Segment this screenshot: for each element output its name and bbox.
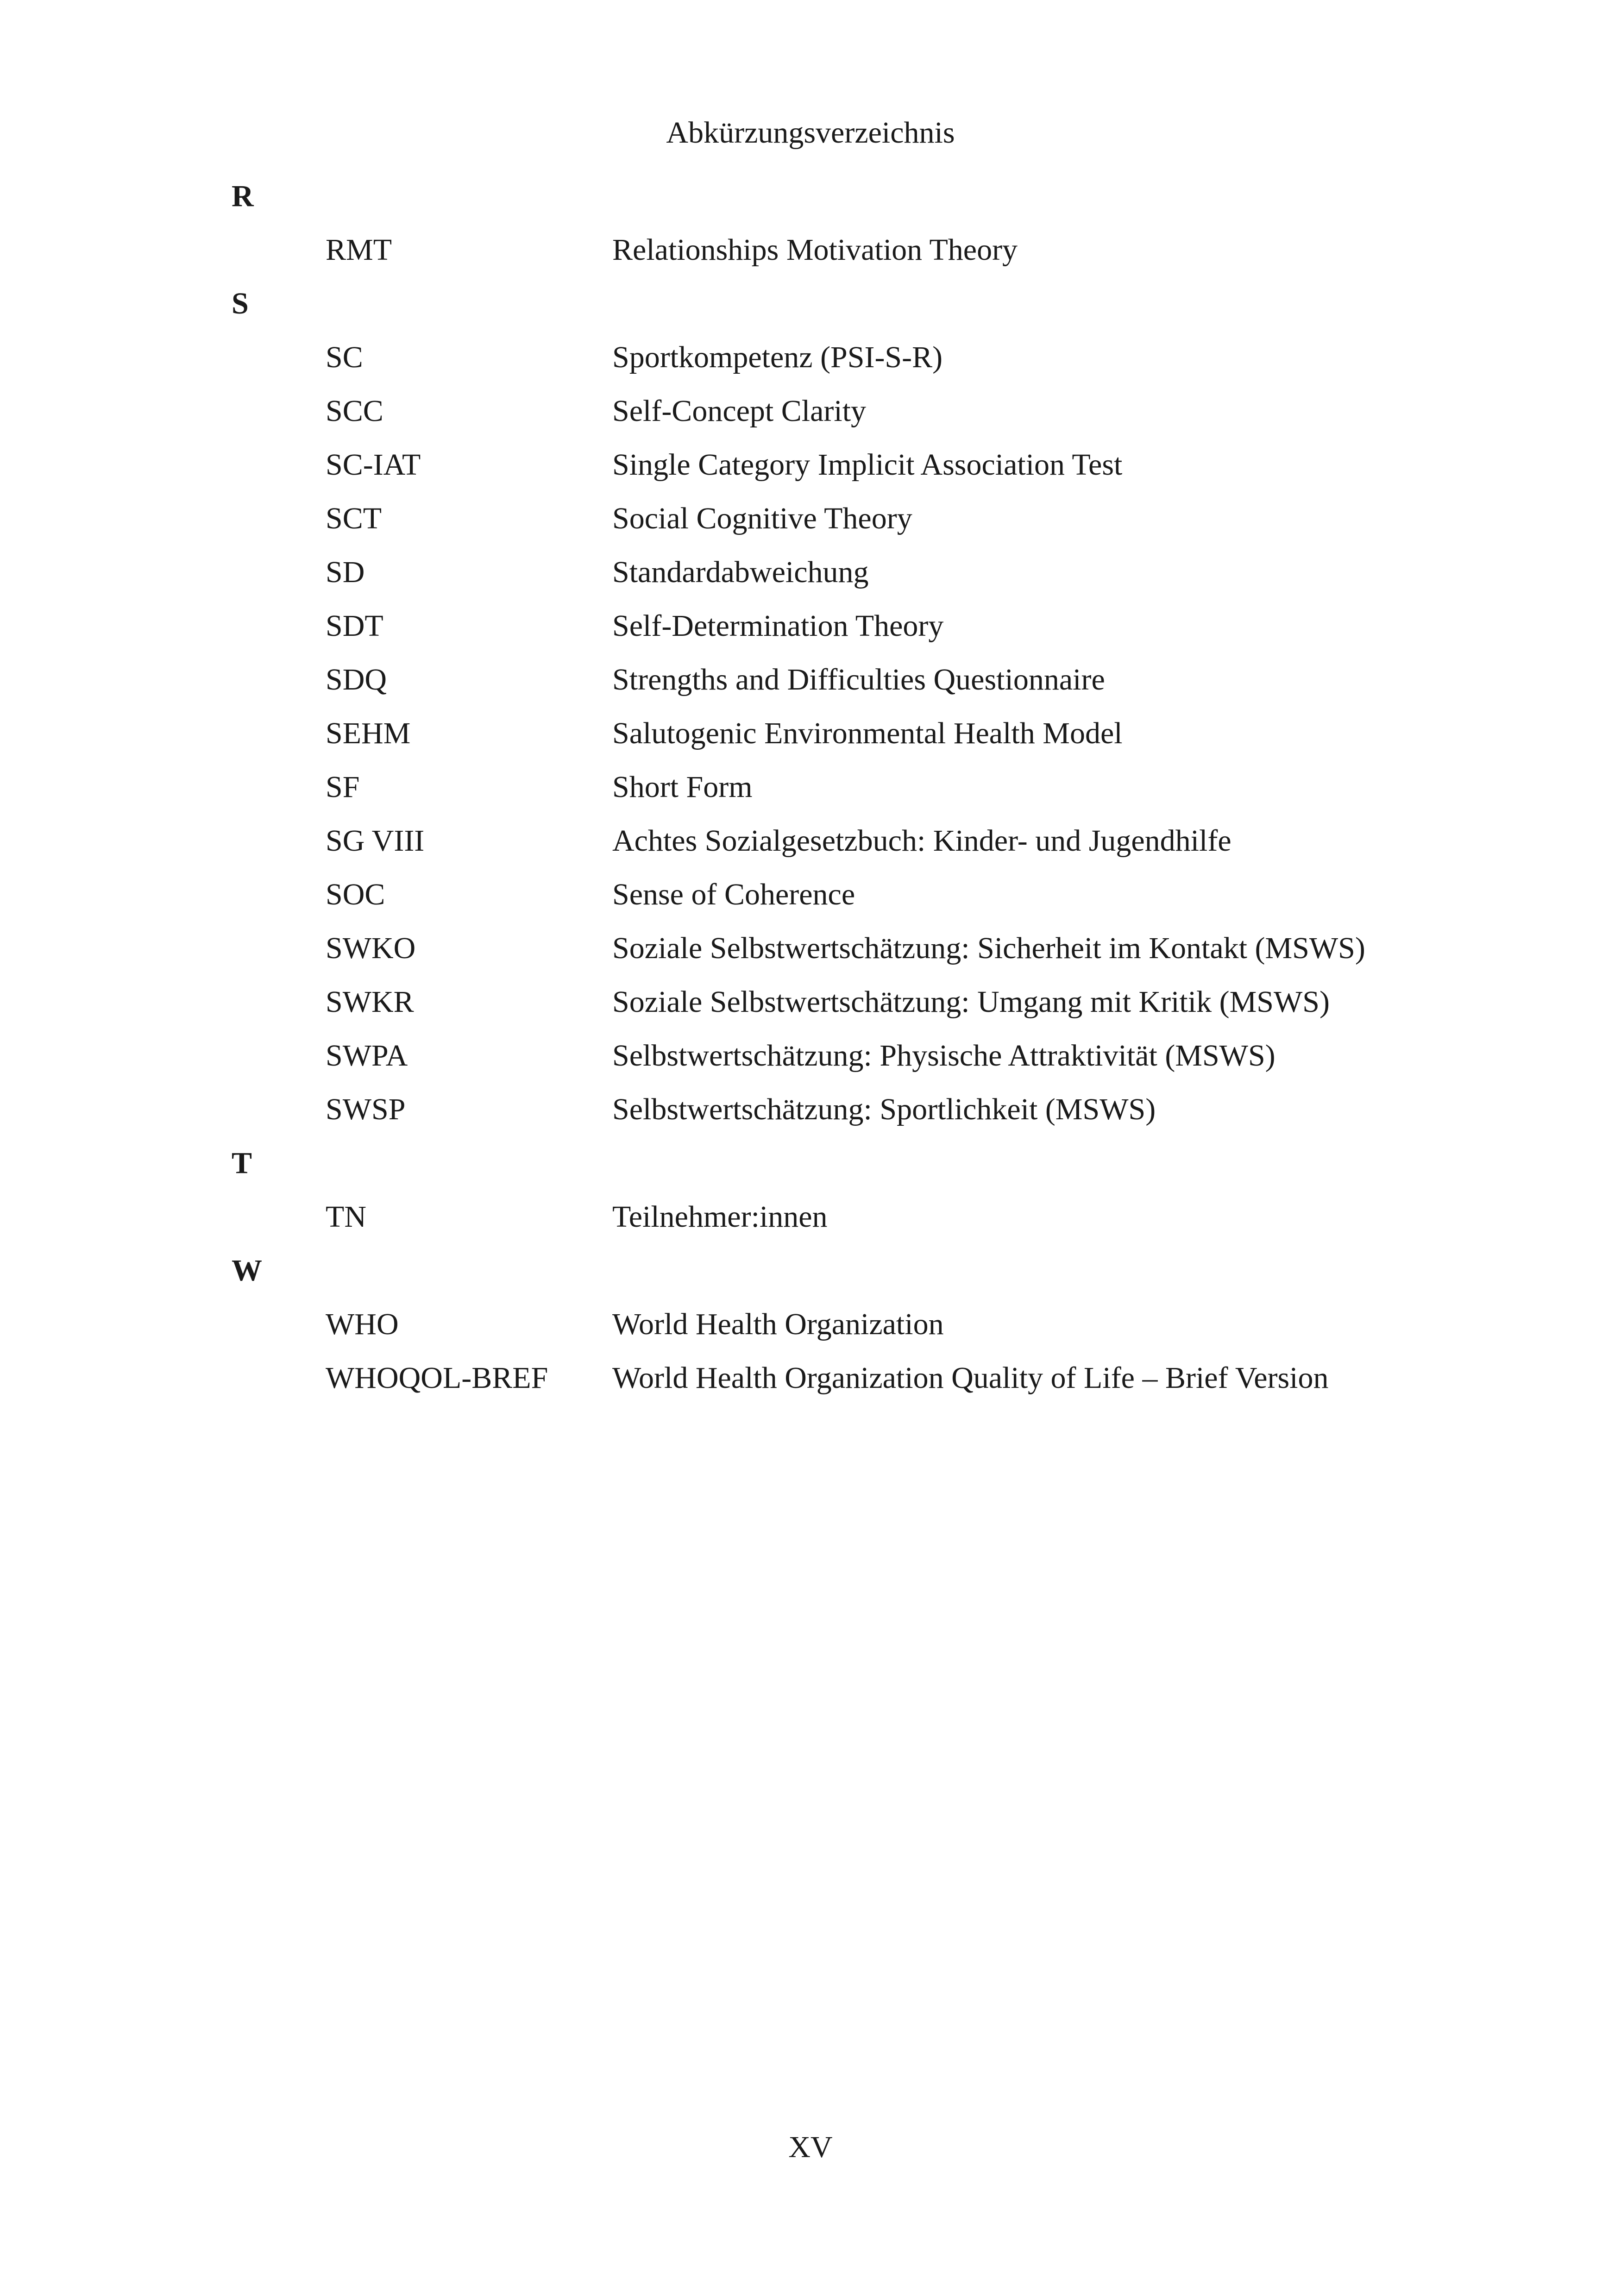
abbreviation-meaning: World Health Organization: [612, 1307, 944, 1341]
abbreviation: SC-IAT: [326, 448, 421, 482]
abbreviation: RMT: [326, 233, 392, 267]
abbreviation-entry: [0, 1190, 1621, 1244]
abbreviation-meaning: Soziale Selbstwertschätzung: Sicherheit im Kontakt (MSWS): [612, 931, 1365, 965]
abbreviation-entry: [0, 384, 1621, 438]
abbreviation: SC: [326, 340, 363, 374]
abbreviation-meaning: Selbstwertschätzung: Physische Attraktivität (MSWS): [612, 1039, 1275, 1073]
abbreviation-entry: [0, 599, 1621, 653]
abbreviation-meaning: Achtes Sozialgesetzbuch: Kinder- und Jugendhilfe: [612, 824, 1231, 858]
abbreviation-meaning: Salutogenic Environmental Health Model: [612, 716, 1123, 750]
abbreviation-entry: [0, 1083, 1621, 1136]
abbreviation: SDT: [326, 609, 383, 643]
abbreviation-entry: [0, 1029, 1621, 1083]
group-letter-w: W: [232, 1254, 262, 1287]
group-letter-s: S: [232, 287, 249, 320]
abbreviation-entry: [0, 707, 1621, 760]
abbreviation-entry: [0, 223, 1621, 277]
abbreviation-meaning: Standardabweichung: [612, 555, 869, 589]
abbreviation-entry: [0, 922, 1621, 975]
abbreviation: SWSP: [326, 1092, 406, 1126]
abbreviation-entry: [0, 546, 1621, 599]
abbreviation: SF: [326, 770, 360, 804]
abbreviation-entry: [0, 331, 1621, 384]
abbreviation-meaning: Single Category Implicit Association Test: [612, 448, 1123, 482]
abbreviation-meaning: Selbstwertschätzung: Sportlichkeit (MSWS): [612, 1092, 1156, 1126]
abbreviation: WHO: [326, 1307, 399, 1341]
abbreviation: SOC: [326, 878, 385, 911]
abbreviation-meaning: Teilnehmer:innen: [612, 1200, 828, 1234]
abbreviation-meaning: Sense of Coherence: [612, 878, 855, 911]
abbreviation: SEHM: [326, 716, 411, 750]
abbreviation: SWKO: [326, 931, 416, 965]
page-title: Abkürzungsverzeichnis: [666, 116, 955, 150]
abbreviation: SWPA: [326, 1039, 408, 1073]
abbreviation-list: [0, 169, 1621, 1405]
abbreviation-entry: [0, 868, 1621, 922]
abbreviation: SWKR: [326, 985, 414, 1019]
abbreviation: WHOQOL-BREF: [326, 1361, 548, 1395]
group-letter-t: T: [232, 1146, 252, 1180]
abbreviation-entry: [0, 492, 1621, 546]
abbreviation: SD: [326, 555, 365, 589]
abbreviation-meaning: Short Form: [612, 770, 753, 804]
abbreviation-meaning: Relationships Motivation Theory: [612, 233, 1018, 267]
abbreviation: TN: [326, 1200, 366, 1234]
abbreviation-entry: [0, 1351, 1621, 1405]
abbreviation-meaning: Self-Concept Clarity: [612, 394, 867, 428]
abbreviation-meaning: Self-Determination Theory: [612, 609, 944, 643]
abbreviation-entry: [0, 760, 1621, 814]
abbreviation-meaning: Sportkompetenz (PSI-S-R): [612, 340, 943, 374]
abbreviation: SG VIII: [326, 824, 425, 858]
abbreviation-entry: [0, 438, 1621, 492]
abbreviation-meaning: Strengths and Difficulties Questionnaire: [612, 663, 1105, 696]
abbreviation-meaning: Soziale Selbstwertschätzung: Umgang mit Kritik (MSWS): [612, 985, 1330, 1019]
abbreviation: SDQ: [326, 663, 387, 696]
abbreviation-meaning: World Health Organization Quality of Life – Brief Version: [612, 1361, 1329, 1395]
abbreviation-entry: [0, 653, 1621, 707]
abbreviation: SCT: [326, 502, 382, 535]
abbreviation-entry: [0, 975, 1621, 1029]
abbreviation-entry: [0, 1298, 1621, 1351]
group-letter-r: R: [232, 179, 254, 213]
page-number: XV: [788, 2130, 833, 2164]
abbreviation: SCC: [326, 394, 383, 428]
abbreviation-entry: [0, 814, 1621, 868]
abbreviation-meaning: Social Cognitive Theory: [612, 502, 912, 535]
